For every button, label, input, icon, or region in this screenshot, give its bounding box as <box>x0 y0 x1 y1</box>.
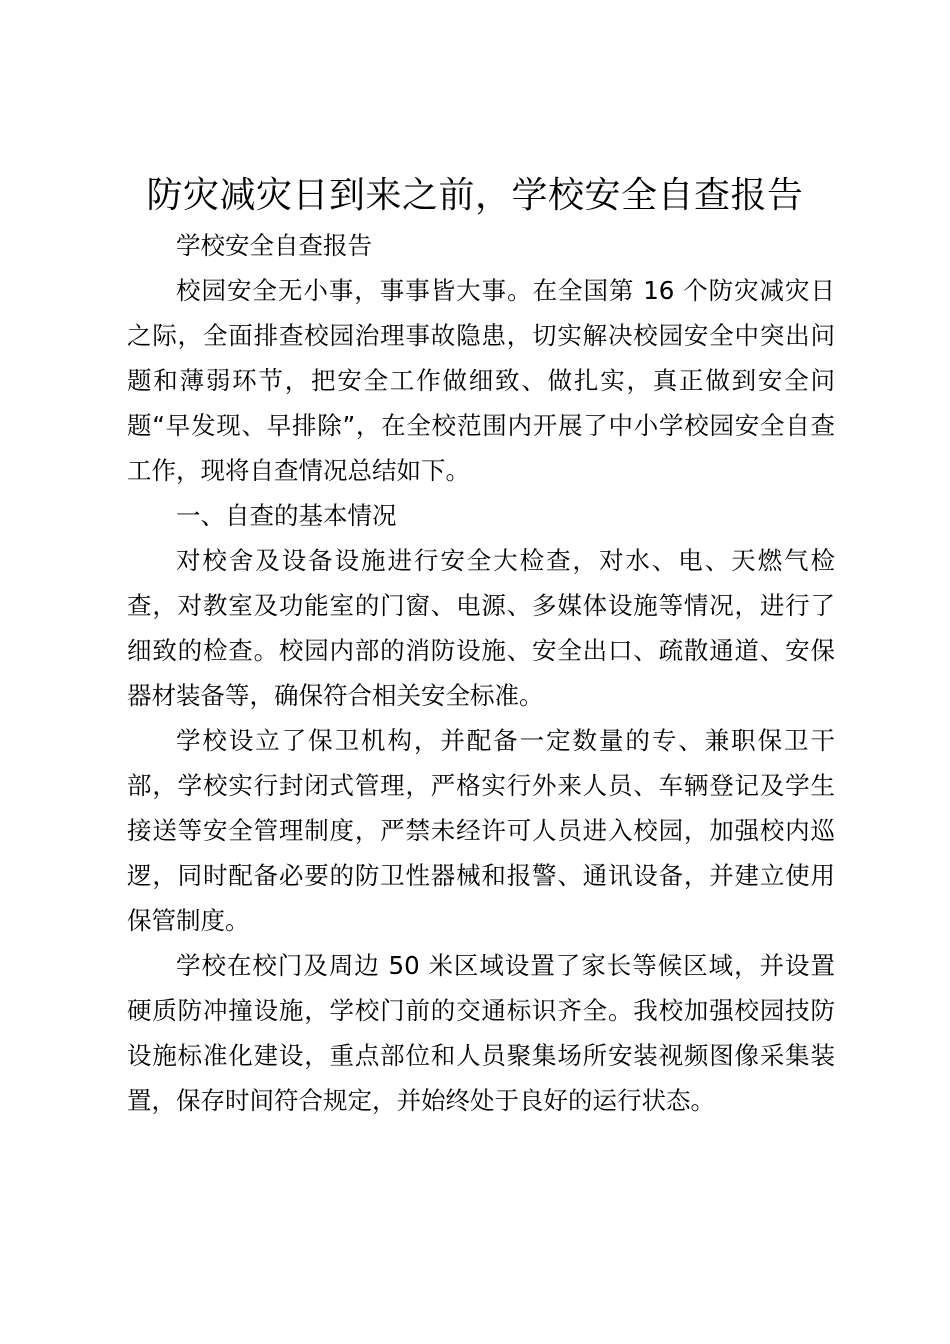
body-paragraph: 对校舍及设备设施进行安全大检查，对水、电、天燃气检查，对教室及功能室的门窗、电源、多媒体设施等情况，进行了细致的检查。校园内部的消防设施、安全出口、疏散通道、安保器材装备等，确保符合相关安全标准。 <box>127 546 835 710</box>
body-paragraph: 学校在校门及周边 50 米区域设置了家长等候区域，并设置硬质防冲撞设施，学校门前的交通标识齐全。我校加强校园技防设施标准化建设，重点部位和人员聚集场所安装视频图像采集装置，保存时间符合规定，并始终处于良好的运行状态。 <box>127 951 835 1115</box>
subtitle-paragraph: 学校安全自查报告 <box>176 231 372 260</box>
intro-paragraph: 校园安全无小事，事事皆大事。在全国第 16 个防灾减灾日之际，全面排查校园治理事故隐患，切实解决校园安全中突出问题和薄弱环节，把安全工作做细致、做扎实，真正做到安全问题“早发现、早排除”，在全校范围内开展了中小学校园安全自查工作，现将自查情况总结如下。 <box>127 276 835 485</box>
document-title: 防灾减灾日到来之前，学校安全自查报告 <box>146 175 804 216</box>
body-paragraph: 学校设立了保卫机构，并配备一定数量的专、兼职保卫干部，学校实行封闭式管理，严格实行外来人员、车辆登记及学生接送等安全管理制度，严禁未经许可人员进入校园，加强校内巡逻，同时配备必要的防卫性器械和报警、通讯设备，并建立使用保管制度。 <box>127 726 835 935</box>
section-heading: 一、自查的基本情况 <box>176 501 397 530</box>
document-body <box>127 223 835 1123</box>
